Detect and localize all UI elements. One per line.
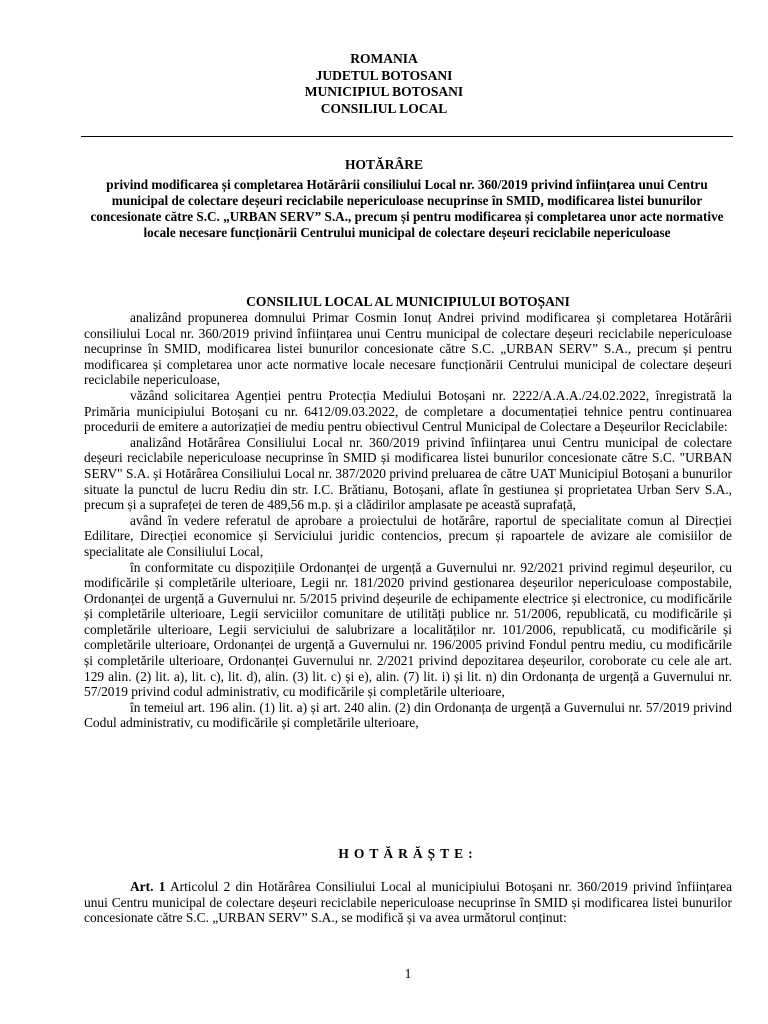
preamble-paragraph: în conformitate cu dispozițiile Ordonanței de urgență a Guvernului nr. 92/2021 privind regimul deșeurilor, cu modificările și completările ulterioare, Legii nr. 181/2020 privind gestionarea deșeurilor nepericuloase compostabile, Ordonanței de urgență a Guvernului nr. 5/2015 privind deșeurile de echipamente electrice și electronice, cu modificările și completările ulterioare, Legii serviciilor comunitare de utilități publice nr. 51/2006, republicată, cu modificările și completările ulterioare, Legii serviciului de salubrizare a localităților nr. 101/2006, republicată, cu modificările și completările ulterioare, Ordonanței de urgență a Guvernului nr. 196/2005 privind Fondul pentru mediu, cu modificările și completările ulterioare, Ordonanței Guvernului nr. 2/2021 privind depozitarea deșeurilor, coroborate cu cele ale art. 129 alin. (2) lit. a), lit. c), lit. d), alin. (3) lit. c) și e), alin. (7) lit. i) și lit. n) din Ordonanța de urgență a Guvernului nr. 57/2019 privind codul administrativ, cu modificările și completările ulterioare, <box>84 559 732 700</box>
article-1-text: Articolul 2 din Hotărârea Consiliului Local al municipiului Botoșani nr. 360/2019 privind înființarea unui Centru municipal de colectare deșeuri reciclabile nepericuloase necuprinse în SMID și modificarea listei bunurilor concesionate către S.C. „URBAN SERV” S.A., se modifică și va avea următorul conținut: <box>84 879 733 926</box>
preamble-paragraph: în temeiul art. 196 alin. (1) lit. a) și art. 240 alin. (2) din Ordonanța de urgență a Guvernului nr. 57/2019 privind Codul administrativ, cu modificările și completările ulterioare, <box>84 699 732 731</box>
article-1 <box>84 879 732 926</box>
council-heading: CONSILIUL LOCAL AL MUNICIPIULUI BOTOȘANI <box>246 294 570 309</box>
header-county: JUDETUL BOTOSANI <box>315 67 453 83</box>
preamble <box>84 310 732 731</box>
document-subject: privind modificarea și completarea Hotărârii consiliului Local nr. 360/2019 privind înființarea unui Centru municipal de colectare deșeuri reciclabile nepericuloase necuprinse în SMID, modificarea listei bunurilor concesionate către S.C. „URBAN SERV” S.A., precum și pentru modificarea și completarea unor acte normative locale necesare funcționării Centrului municipal de colectare deșeuri reciclabile nepericuloase <box>90 177 724 240</box>
header-divider <box>81 136 733 137</box>
header-council: CONSILIUL LOCAL <box>320 100 448 116</box>
document-header <box>0 51 768 117</box>
preamble-paragraph: analizând propunerea domnului Primar Cosmin Ionuț Andrei privind modificarea și completarea Hotărârii consiliului Local nr. 360/2019 privind înființarea unui Centru municipal de colectare deșeuri reciclabile nepericuloase necuprinse în SMID, modificarea listei bunurilor concesionate către S.C. „URBAN SERV” S.A., precum și pentru modificarea și completarea unor acte normative locale necesare funcționării Centrului municipal de colectare deșeuri reciclabile nepericuloase, <box>84 310 732 388</box>
page-number: 1 <box>404 966 412 981</box>
preamble-paragraph: analizând Hotărârea Consiliului Local nr. 360/2019 privind înființarea unui Centru municipal de colectare deșeuri reciclabile nepericuloase necuprinse în SMID și modificarea listei bunurilor concesionate către S.C. "URBAN SERV" S.A. și Hotărârea Consiliului Local nr. 387/2020 privind preluarea de către UAT Municipiul Botoșani a bunurilor situate la punctul de lucru Rediu din str. I.C. Brătianu, Botoșani, aflate în gestiunea și proprietatea Urban Serv S.A., precum și a suprafeței de teren de 489,56 m.p. și a clădirilor amplasate pe această suprafață, <box>84 434 732 513</box>
preamble-paragraph: având în vedere referatul de aprobare a proiectului de hotărâre, raportul de specialitate comun al Direcției Edilitare, Direcției economice și Serviciului juridic contencios, precum și rapoartele de avizare ale comisiilor de specialitate ale Consiliului Local, <box>84 512 732 559</box>
article-1-label: Art. 1 <box>130 879 166 894</box>
header-municipality: MUNICIPIUL BOTOSANI <box>304 84 464 99</box>
header-country: ROMANIA <box>350 51 418 66</box>
article-1-paragraph <box>84 879 732 926</box>
preamble-paragraph: văzând solicitarea Agenției pentru Protecția Mediului Botoșani nr. 2222/A.A.A./24.02.2022, înregistrată la Primăria municipiului Botoșani cu nr. 6412/09.03.2022, de completare a documentației tehnice pentru continuarea procedurii de emitere a autorizației de mediu pentru obiectivul Centrul Municipal de Colectare a Deșeurilor Reciclabile: <box>84 387 732 435</box>
decision-heading: HOTĂRĂȘTE: <box>338 846 478 861</box>
document-title: HOTĂRÂRE <box>344 157 423 172</box>
